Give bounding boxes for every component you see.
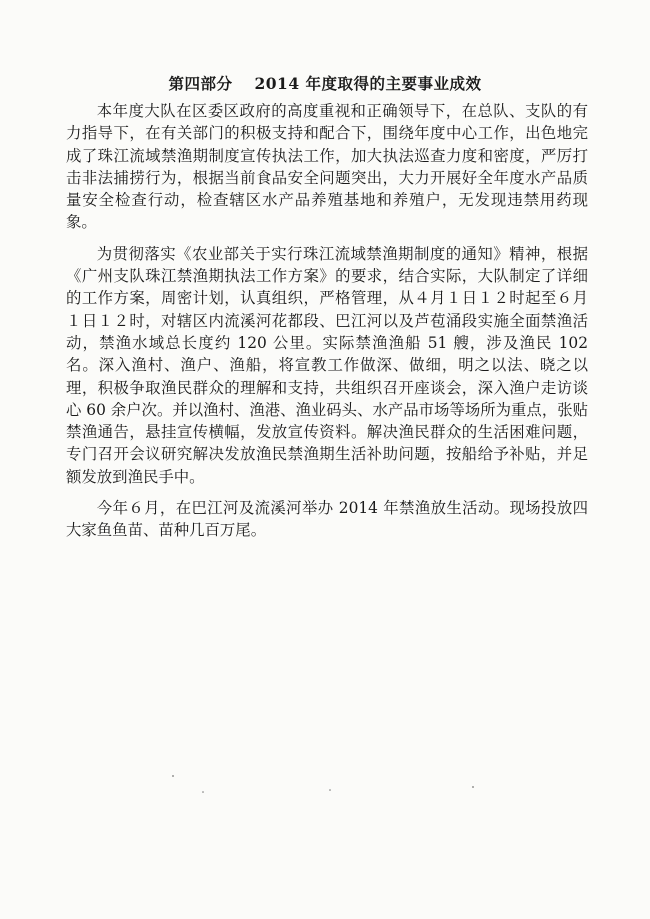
paragraph-2: 为贯彻落实《农业部关于实行珠江流域禁渔期制度的通知》精神，根据《广州支队珠江禁渔期执法工作方案》的要求，结合实际，大队制定了详细的工作方案，周密计划，认真组织，严格管理，从４月１日１２时起至６月１日１２时，对辖区内流溪河花都段、巴江河以及芦苞涌段实施全面禁渔活动，禁渔水域总长度约 120 公里。实际禁渔渔船 51 艘，涉及渔民 102 名。深入渔村、渔户、渔船，将宣教工作做深、做细，明之以法、晓之以理，积极争取渔民群众的理解和支持，共组织召开座谈会，深入渔户走访谈心 60 余户次。并以渔村、渔港、渔业码头、水产品市场等场所为重点，张贴禁渔通告，悬挂宣传横幅，发放宣传资料。解决渔民群众的生活困难问题，专门召开会议研究解决发放渔民禁渔期生活补助问题，按船给予补贴，并足额发放到渔民手中。: [66, 244, 588, 486]
paragraph-3: 今年６月，在巴江河及流溪河举办 2014 年禁渔放生活动。现场投放四大家鱼鱼苗、苗种几百万尾。: [66, 499, 588, 540]
paragraph-1: 本年度大队在区委区政府的高度重视和正确领导下，在总队、支队的有力指导下，在有关部门的积极支持和配合下，围绕年度中心工作，出色地完成了珠江流域禁渔期制度宣传执法工作，加大执法巡查力度和密度，严厉打击非法捕捞行为，根据当前食品安全问题突出，大力开展好全年度水产品质量安全检查行动，检查辖区水产品养殖基地和养殖户，无发现违禁用药现象。: [66, 102, 588, 232]
section-title-part: 第四部分: [168, 74, 233, 93]
section-title-text: 2014 年度取得的主要事业成效: [254, 74, 482, 93]
